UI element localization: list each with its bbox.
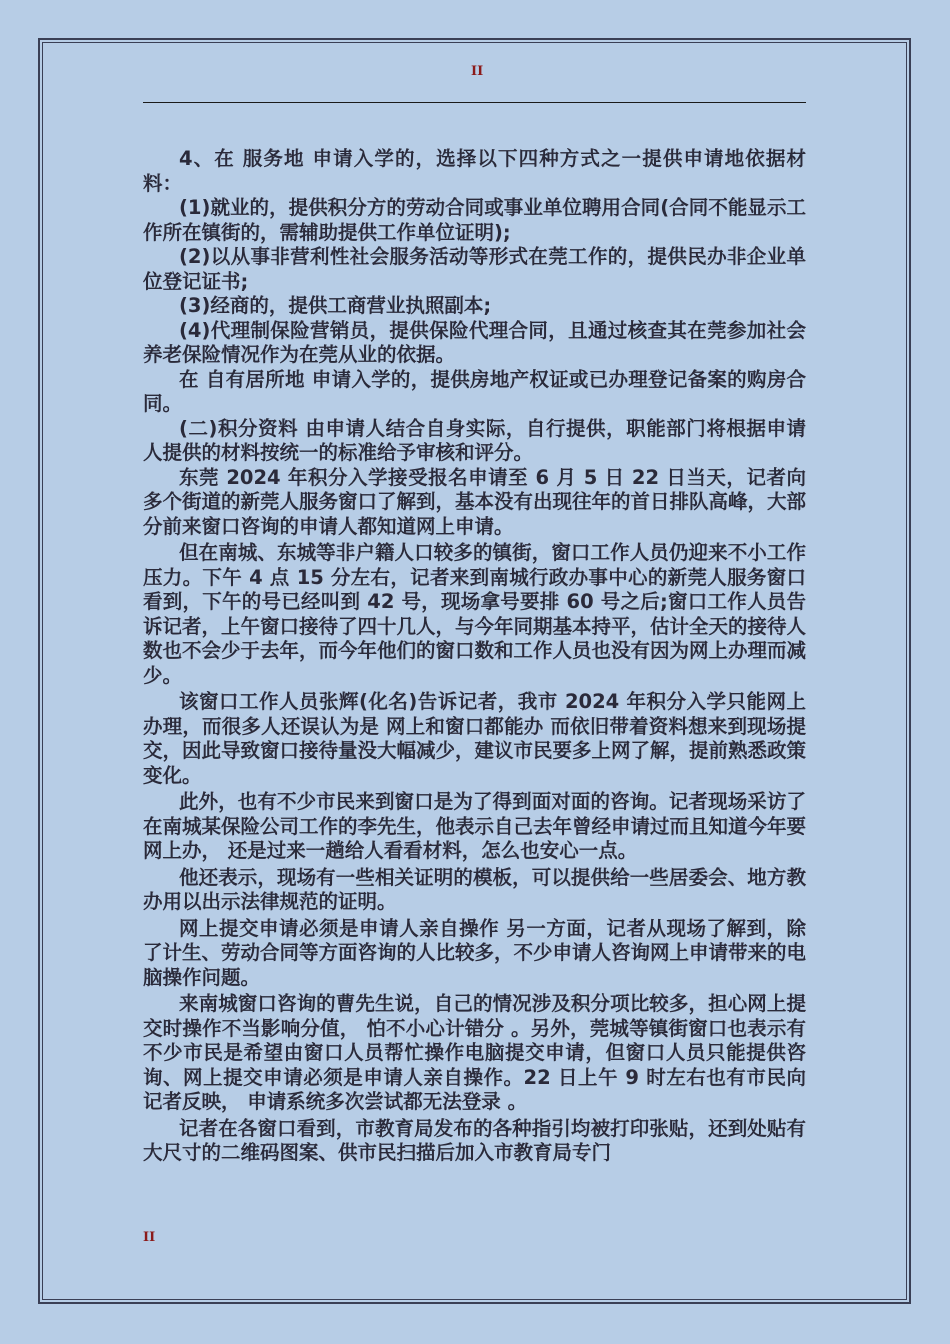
paragraph: 来南城窗口咨询的曹先生说，自己的情况涉及积分项比较多，担心网上提交时操作不当影响分值， 怕不小心计错分 。另外，莞城等镇街窗口也表示有不少市民是希望由窗口人员帮忙操作电脑提交申请，但窗口人员只能提供咨询、网上提交申请必须是申请人亲自操作。22 日上午 9 时左右也有市民向记者反映， 申请系统多次尝试都无法登录 。 [143, 992, 806, 1113]
paragraph: 他还表示，现场有一些相关证明的模板，可以提供给一些居委会、地方教办用以出示法律规范的证明。 [143, 865, 806, 913]
paragraph: (3)经商的，提供工商营业执照副本; [179, 294, 492, 317]
paragraph: (2)以从事非营利性社会服务活动等形式在莞工作的，提供民办非企业单位登记证书; [143, 245, 806, 293]
paragraph: (4)代理制保险营销员，提供保险代理合同，且通过核查其在莞参加社会养老保险情况作为在莞从业的依据。 [143, 318, 806, 366]
header-mark: II [471, 64, 484, 79]
paragraph: 4、在 服务地 申请入学的，选择以下四种方式之一提供申请地依据材料： [143, 147, 806, 195]
paragraph: 该窗口工作人员张辉(化名)告诉记者，我市 2024 年积分入学只能网上办理，而很多人还误认为是 网上和窗口都能办 而依旧带着资料想来到现场提交，因此导致窗口接待量没大幅减少，建议市民要多上网了解，提前熟悉政策变化。 [143, 690, 807, 787]
paragraph: (1)就业的，提供积分方的劳动合同或事业单位聘用合同(合同不能显示工作所在镇街的，需辅助提供工作单位证明); [143, 196, 806, 244]
paragraph: 网上提交申请必须是申请人亲自操作 另一方面，记者从现场了解到，除了计生、劳动合同等方面咨询的人比较多，不少申请人咨询网上申请带来的电脑操作问题。 [143, 916, 807, 989]
paragraph: (二)积分资料 由申请人结合自身实际，自行提供，职能部门将根据申请人提供的材料按统一的标准给予审核和评分。 [143, 416, 806, 464]
header-rule [143, 102, 806, 103]
paragraph: 此外，也有不少市民来到窗口是为了得到面对面的咨询。记者现场采访了在南城某保险公司工作的李先生，他表示自己去年曾经申请过而且知道今年要网上办， 还是过来一趟给人看看材料，怎么也安心一点。 [143, 790, 807, 862]
footer-mark: II [143, 1230, 156, 1245]
document-body [143, 147, 806, 1166]
paragraph: 记者在各窗口看到，市教育局发布的各种指引均被打印张贴，还到处贴有大尺寸的二维码图案、供市民扫描后加入市教育局专门 [143, 1116, 806, 1164]
paragraph: 东莞 2024 年积分入学接受报名申请至 6 月 5 日 22 日当天，记者向多个街道的新莞人服务窗口了解到，基本没有出现往年的首日排队高峰，大部分前来窗口咨询的申请人都知道网上申请。 [143, 465, 807, 538]
paragraph: 但在南城、东城等非户籍人口较多的镇街，窗口工作人员仍迎来不小工作压力。下午 4 点 15 分左右，记者来到南城行政办事中心的新莞人服务窗口看到，下午的号已经叫到 42 号，现场拿号要排 60 号之后;窗口工作人员告诉记者，上午窗口接待了四十几人，与今年同期基本持平，估计全天的接待人数也不会少于去年，而今年他们的窗口数和工作人员也没有因为网上办理而减少。 [143, 541, 807, 687]
paragraph: 在 自有居所地 申请入学的，提供房地产权证或已办理登记备案的购房合同。 [143, 367, 806, 415]
